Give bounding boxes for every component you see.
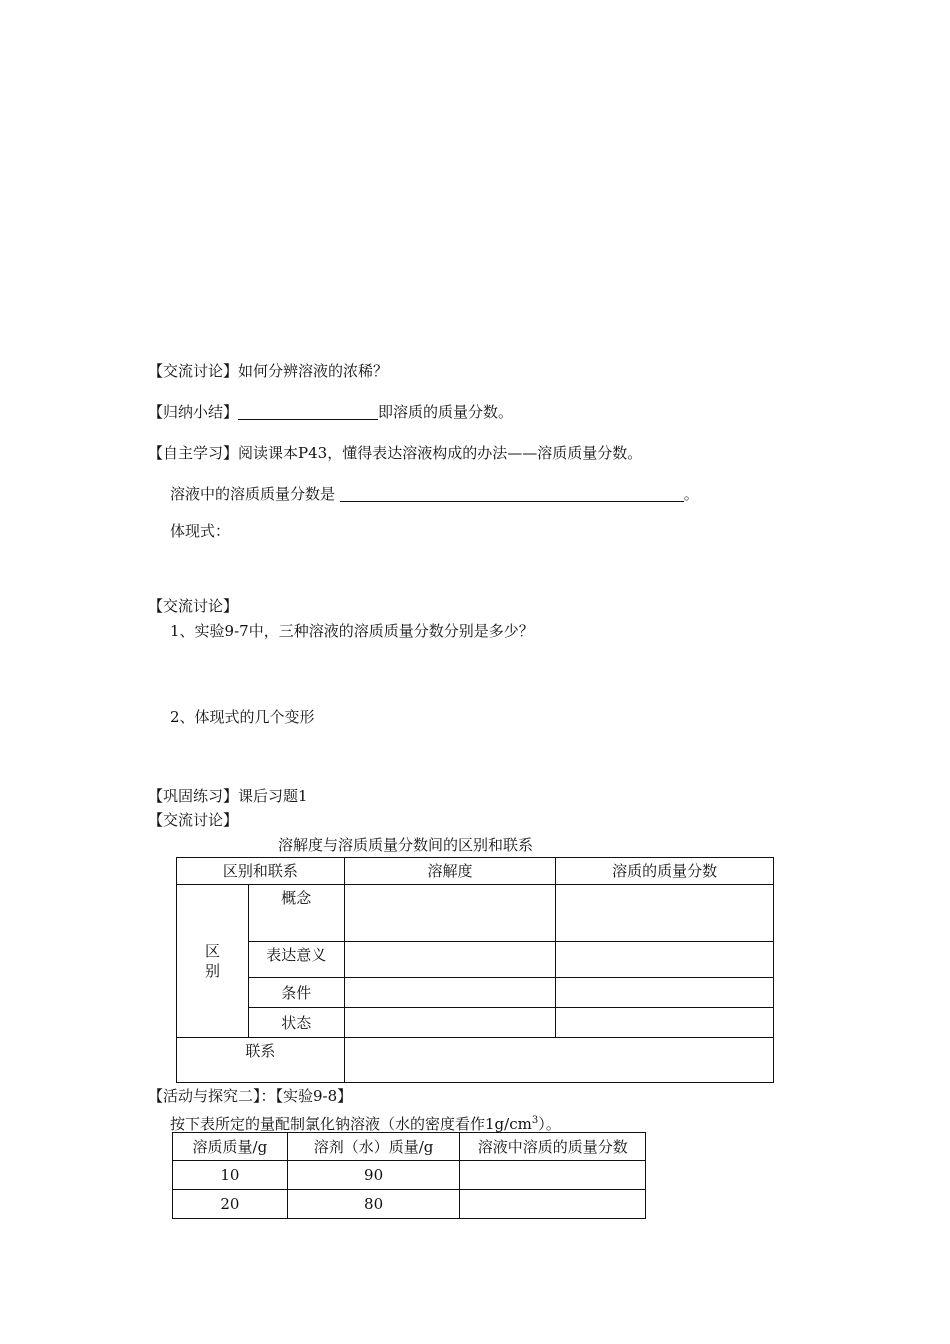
paragraph-text: 课后习题1 [238,787,308,805]
section-tag: 【巩固练习】 [148,787,239,805]
solvent-mass-cell: 90 [287,1161,460,1190]
summary-paragraph [148,402,513,422]
self-study-paragraph [148,443,642,463]
group-label-char: 别 [204,962,220,980]
paragraph-end: 。 [683,485,699,503]
header-cell: 溶剂（水）质量/g [287,1133,460,1161]
header-cell: 溶质质量/g [173,1133,288,1161]
table-row [177,1038,774,1083]
question-text: 1、实验9-7中，三种溶液的溶质质量分数分别是多少？ [170,622,534,640]
answer-cell[interactable] [344,942,556,978]
activity-instruction [170,1111,561,1134]
group-label-cell [177,885,249,1038]
header-cell: 区别和联系 [177,858,345,885]
answer-cell[interactable] [556,885,774,942]
table-header-row [173,1133,646,1161]
paragraph-text: 阅读课本P43，懂得表达溶液构成的办法——溶质质量分数。 [238,444,643,462]
row-label-cell: 条件 [248,978,344,1008]
row-label-cell: 状态 [248,1008,344,1038]
superscript: 3 [531,1115,539,1126]
definition-paragraph [170,484,699,504]
table-row [177,1008,774,1038]
answer-cell[interactable] [556,942,774,978]
table-row [177,885,774,942]
question-text: 2、体现式的几个变形 [170,708,315,726]
table-caption: 溶解度与溶质质量分数间的区别和联系 [278,836,534,854]
section-tag: 【交流讨论】 [148,597,239,615]
row-label-cell: 表达意义 [248,942,344,978]
activity-heading [148,1086,352,1106]
group-label-char: 区 [204,942,220,960]
row-label-cell: 概念 [248,885,344,942]
question-2 [170,707,315,727]
answer-cell[interactable] [344,885,556,942]
solution-table [172,1132,646,1219]
discussion-heading-3 [148,810,238,830]
answer-cell[interactable] [344,1038,773,1083]
paragraph-end: ）。 [538,1115,561,1133]
answer-cell[interactable] [556,1008,774,1038]
header-cell: 溶解度 [344,858,556,885]
question-1 [170,621,534,641]
practice-paragraph [148,786,308,806]
solute-mass-cell: 10 [173,1161,288,1190]
formula-paragraph [170,521,230,541]
paragraph-text: 按下表所定的量配制氯化钠溶液（水的密度看作1g/cm [170,1115,532,1133]
paragraph-text: 如何分辨溶液的浓稀？ [238,362,389,380]
answer-cell[interactable] [460,1190,646,1219]
link-label-cell: 联系 [177,1038,345,1083]
section-tag: 【自主学习】 [148,444,239,462]
discussion-paragraph-1 [148,361,388,381]
section-tag: 【归纳小结】 [148,403,239,421]
header-cell: 溶液中溶质的质量分数 [460,1133,646,1161]
solvent-mass-cell: 80 [287,1190,460,1219]
section-tag: 【交流讨论】 [148,362,239,380]
paragraph-text: 溶液中的溶质质量分数是 [170,485,336,503]
section-tag: 【活动与探究二】：【实验9-8】 [148,1087,353,1105]
table-row [177,978,774,1008]
table-header-row [177,858,774,885]
section-tag: 【交流讨论】 [148,811,239,829]
fill-blank[interactable] [340,485,684,502]
header-cell: 溶质的质量分数 [556,858,774,885]
table-row [173,1161,646,1190]
answer-cell[interactable] [344,978,556,1008]
fill-blank[interactable] [238,403,378,420]
table-row [177,942,774,978]
paragraph-text: 体现式： [170,522,231,540]
discussion-heading-2 [148,596,238,616]
comparison-table [176,857,774,1083]
solute-mass-cell: 20 [173,1190,288,1219]
paragraph-text: 即溶质的质量分数。 [378,403,514,421]
answer-cell[interactable] [556,978,774,1008]
table-row [173,1190,646,1219]
answer-cell[interactable] [344,1008,556,1038]
answer-cell[interactable] [460,1161,646,1190]
